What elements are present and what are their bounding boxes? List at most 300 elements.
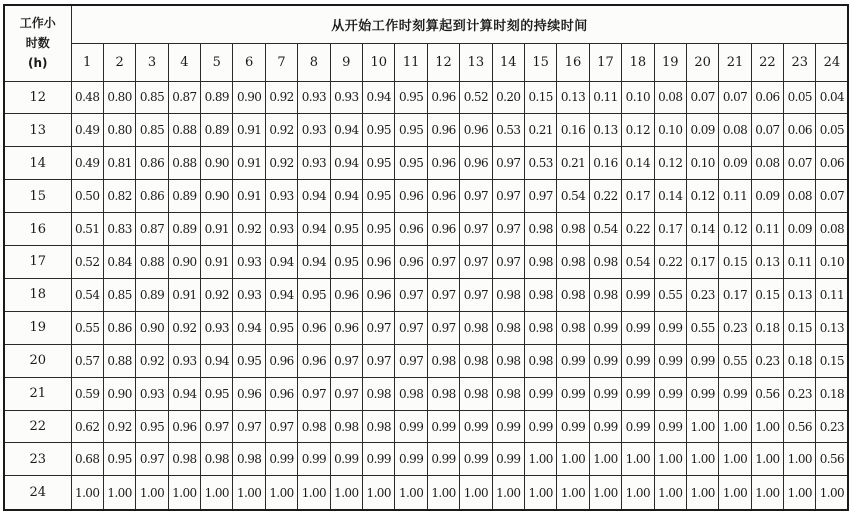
row-header-work-hours: 22: [4, 410, 71, 443]
table-cell: 0.86: [136, 180, 168, 213]
table-cell: 0.15: [816, 344, 848, 377]
column-header-hour: 15: [524, 43, 556, 81]
table-cell: 0.96: [427, 114, 459, 147]
table-cell: 0.92: [136, 344, 168, 377]
table-cell: 0.99: [427, 443, 459, 476]
table-cell: 1.00: [622, 443, 654, 476]
table-cell: 1.00: [622, 476, 654, 510]
table-cell: 1.00: [103, 476, 135, 510]
table-cell: 1.00: [751, 443, 783, 476]
table-cell: 0.84: [103, 246, 135, 279]
table-cell: 0.97: [330, 344, 362, 377]
table-cell: 0.23: [816, 410, 848, 443]
table-cell: 0.49: [71, 147, 103, 180]
table-cell: 0.94: [298, 180, 330, 213]
table-cell: 1.00: [201, 476, 233, 510]
table-cell: 0.98: [524, 344, 556, 377]
table-cell: 0.11: [784, 246, 816, 279]
table-cell: 0.89: [201, 114, 233, 147]
table-cell: 0.56: [784, 410, 816, 443]
table-row: [4, 344, 848, 377]
table-cell: 0.99: [654, 344, 686, 377]
column-header-hour: 2: [103, 43, 135, 81]
table-cell: 0.99: [524, 377, 556, 410]
table-cell: 0.99: [557, 377, 589, 410]
table-cell: 0.93: [265, 213, 297, 246]
table-cell: 0.56: [751, 377, 783, 410]
table-cell: 0.96: [363, 246, 395, 279]
table-cell: 0.91: [201, 246, 233, 279]
table-cell: 0.92: [265, 114, 297, 147]
table-cell: 0.12: [654, 147, 686, 180]
table-cell: 0.97: [395, 278, 427, 311]
table-cell: 0.93: [233, 246, 265, 279]
table-cell: 0.18: [751, 311, 783, 344]
table-cell: 0.98: [524, 246, 556, 279]
table-cell: 0.95: [395, 114, 427, 147]
table-cell: 0.93: [330, 81, 362, 114]
table-cell: 0.93: [298, 114, 330, 147]
table-cell: 0.95: [330, 213, 362, 246]
table-cell: 1.00: [524, 476, 556, 510]
table-cell: 0.17: [654, 213, 686, 246]
table-cell: 0.95: [363, 180, 395, 213]
table-cell: 1.00: [784, 476, 816, 510]
table-cell: 0.97: [492, 246, 524, 279]
table-cell: 0.16: [557, 114, 589, 147]
table-cell: 0.96: [427, 213, 459, 246]
table-cell: 0.87: [168, 81, 200, 114]
table-cell: 0.99: [427, 410, 459, 443]
table-cell: 0.12: [622, 114, 654, 147]
table-cell: 0.98: [589, 246, 621, 279]
table-cell: 0.55: [686, 311, 718, 344]
table-cell: 0.97: [395, 311, 427, 344]
table-cell: 0.97: [460, 180, 492, 213]
table-cell: 0.07: [816, 180, 848, 213]
column-header-hour: 21: [719, 43, 751, 81]
table-cell: 0.94: [233, 311, 265, 344]
table-cell: 0.21: [524, 114, 556, 147]
table-cell: 0.99: [298, 443, 330, 476]
table-cell: 0.10: [622, 81, 654, 114]
column-header-hour: 19: [654, 43, 686, 81]
table-cell: 0.07: [686, 81, 718, 114]
row-header-work-hours: 20: [4, 344, 71, 377]
header-row-title: [4, 5, 848, 43]
table-cell: 0.13: [589, 114, 621, 147]
table-cell: 0.95: [136, 410, 168, 443]
table-cell: 0.95: [298, 278, 330, 311]
row-header-work-hours: 13: [4, 114, 71, 147]
table-cell: 1.00: [719, 410, 751, 443]
table-cell: 0.94: [201, 344, 233, 377]
row-header-work-hours: 16: [4, 213, 71, 246]
table-cell: 0.98: [363, 410, 395, 443]
table-cell: 0.85: [136, 81, 168, 114]
row-header-work-hours: 18: [4, 278, 71, 311]
column-header-hour: 9: [330, 43, 362, 81]
table-body: [4, 81, 848, 510]
column-header-hour: 1: [71, 43, 103, 81]
row-header-work-hours: 12: [4, 81, 71, 114]
table-cell: 0.55: [654, 278, 686, 311]
row-header-work-hours: 15: [4, 180, 71, 213]
table-cell: 0.06: [816, 147, 848, 180]
table-cell: 1.00: [233, 476, 265, 510]
corner-header-line-2: 时数: [25, 36, 50, 51]
column-header-hour: 10: [363, 43, 395, 81]
table-cell: 1.00: [136, 476, 168, 510]
table-cell: 0.96: [363, 278, 395, 311]
table-cell: 0.96: [427, 180, 459, 213]
table-cell: 0.07: [751, 114, 783, 147]
table-cell: 0.97: [427, 311, 459, 344]
table-cell: 0.97: [492, 213, 524, 246]
table-cell: 0.96: [395, 213, 427, 246]
table-cell: 0.92: [103, 410, 135, 443]
table-cell: 0.98: [492, 278, 524, 311]
table-cell: 0.96: [395, 180, 427, 213]
table-cell: 0.92: [168, 311, 200, 344]
table-cell: 0.17: [719, 278, 751, 311]
table-cell: 0.94: [265, 278, 297, 311]
row-header-work-hours: 17: [4, 246, 71, 279]
table-cell: 0.98: [460, 377, 492, 410]
table-cell: 0.90: [136, 311, 168, 344]
table-cell: 0.88: [168, 147, 200, 180]
table-cell: 0.62: [71, 410, 103, 443]
column-header-hour: 12: [427, 43, 459, 81]
table-cell: 0.97: [298, 377, 330, 410]
column-header-hour: 18: [622, 43, 654, 81]
table-cell: 0.91: [201, 213, 233, 246]
table-cell: 1.00: [816, 476, 848, 510]
table-cell: 0.99: [557, 410, 589, 443]
table-cell: 1.00: [654, 476, 686, 510]
table-row: [4, 476, 848, 510]
table-row: [4, 311, 848, 344]
table-cell: 0.10: [816, 246, 848, 279]
column-header-hour: 6: [233, 43, 265, 81]
table-cell: 1.00: [557, 443, 589, 476]
table-cell: 0.88: [168, 114, 200, 147]
table-cell: 0.10: [686, 147, 718, 180]
table-cell: 0.49: [71, 114, 103, 147]
table-row: [4, 180, 848, 213]
table-cell: 0.22: [654, 246, 686, 279]
table-cell: 0.59: [71, 377, 103, 410]
table-cell: 0.97: [330, 377, 362, 410]
table-title: 从开始工作时刻算起到计算时刻的持续时间: [71, 5, 848, 43]
table-cell: 0.96: [427, 147, 459, 180]
table-cell: 0.08: [784, 180, 816, 213]
table-cell: 0.97: [363, 311, 395, 344]
table-cell: 0.13: [751, 246, 783, 279]
table-cell: 0.89: [201, 81, 233, 114]
table-row: [4, 213, 848, 246]
table-row: [4, 443, 848, 476]
table-cell: 0.98: [233, 443, 265, 476]
table-cell: 0.99: [330, 443, 362, 476]
table-cell: 0.54: [71, 278, 103, 311]
coefficient-table: [3, 4, 849, 511]
table-cell: 0.99: [654, 377, 686, 410]
table-cell: 0.50: [71, 180, 103, 213]
table-cell: 0.13: [784, 278, 816, 311]
table-cell: 1.00: [330, 476, 362, 510]
table-cell: 0.90: [168, 246, 200, 279]
table-cell: 0.55: [719, 344, 751, 377]
table-cell: 0.93: [298, 81, 330, 114]
table-cell: 0.93: [136, 377, 168, 410]
table-cell: 0.23: [686, 278, 718, 311]
column-header-hour: 13: [460, 43, 492, 81]
table-cell: 0.12: [686, 180, 718, 213]
column-header-hour: 11: [395, 43, 427, 81]
column-header-hour: 22: [751, 43, 783, 81]
table-cell: 0.23: [719, 311, 751, 344]
table-cell: 0.95: [103, 443, 135, 476]
table-cell: 0.53: [524, 147, 556, 180]
table-cell: 0.91: [233, 180, 265, 213]
table-cell: 0.99: [719, 377, 751, 410]
table-cell: 0.11: [751, 213, 783, 246]
table-cell: 0.98: [298, 410, 330, 443]
table-cell: 0.99: [654, 311, 686, 344]
table-cell: 0.21: [557, 147, 589, 180]
coefficient-table-page: [3, 4, 848, 511]
table-cell: 0.97: [427, 278, 459, 311]
table-cell: 0.89: [168, 180, 200, 213]
table-row: [4, 147, 848, 180]
table-cell: 1.00: [71, 476, 103, 510]
table-cell: 0.23: [784, 377, 816, 410]
table-cell: 0.55: [71, 311, 103, 344]
table-cell: 0.94: [298, 246, 330, 279]
table-cell: 1.00: [395, 476, 427, 510]
table-cell: 0.99: [589, 410, 621, 443]
row-header-work-hours: 24: [4, 476, 71, 510]
table-cell: 0.98: [168, 443, 200, 476]
table-cell: 0.99: [654, 410, 686, 443]
table-cell: 0.99: [589, 344, 621, 377]
table-cell: 0.98: [589, 278, 621, 311]
table-cell: 0.04: [816, 81, 848, 114]
table-cell: 0.99: [492, 443, 524, 476]
table-cell: 0.99: [622, 410, 654, 443]
table-cell: 0.15: [524, 81, 556, 114]
table-cell: 0.95: [201, 377, 233, 410]
table-cell: 0.97: [492, 180, 524, 213]
table-cell: 0.97: [460, 278, 492, 311]
table-row: [4, 377, 848, 410]
table-cell: 1.00: [719, 476, 751, 510]
table-cell: 0.86: [103, 311, 135, 344]
table-cell: 0.94: [265, 246, 297, 279]
table-cell: 1.00: [784, 443, 816, 476]
table-cell: 0.99: [686, 344, 718, 377]
table-cell: 0.96: [330, 278, 362, 311]
column-header-hour: 14: [492, 43, 524, 81]
table-cell: 0.80: [103, 81, 135, 114]
table-cell: 0.98: [557, 311, 589, 344]
table-cell: 1.00: [557, 476, 589, 510]
table-cell: 0.95: [363, 114, 395, 147]
table-row: [4, 114, 848, 147]
column-header-hour: 17: [589, 43, 621, 81]
table-cell: 0.16: [589, 147, 621, 180]
table-row: [4, 246, 848, 279]
table-cell: 1.00: [751, 410, 783, 443]
row-header-work-hours: 23: [4, 443, 71, 476]
table-cell: 0.85: [136, 114, 168, 147]
table-cell: 0.20: [492, 81, 524, 114]
table-cell: 0.99: [622, 311, 654, 344]
table-cell: 0.18: [816, 377, 848, 410]
table-cell: 0.52: [71, 246, 103, 279]
table-cell: 0.96: [298, 344, 330, 377]
table-cell: 0.96: [330, 311, 362, 344]
column-header-hour: 7: [265, 43, 297, 81]
table-cell: 0.85: [103, 278, 135, 311]
table-cell: 0.23: [751, 344, 783, 377]
table-cell: 0.80: [103, 114, 135, 147]
table-cell: 0.97: [233, 410, 265, 443]
table-cell: 0.93: [168, 344, 200, 377]
table-cell: 0.96: [233, 377, 265, 410]
table-cell: 0.22: [589, 180, 621, 213]
table-cell: 0.83: [103, 213, 135, 246]
table-cell: 0.99: [524, 410, 556, 443]
table-cell: 0.99: [622, 377, 654, 410]
column-header-hour: 8: [298, 43, 330, 81]
table-cell: 0.95: [363, 213, 395, 246]
table-cell: 0.57: [71, 344, 103, 377]
table-cell: 0.98: [427, 344, 459, 377]
table-row: [4, 410, 848, 443]
table-cell: 0.94: [298, 213, 330, 246]
table-cell: 0.99: [363, 443, 395, 476]
table-row: [4, 278, 848, 311]
table-cell: 0.90: [201, 147, 233, 180]
table-cell: 0.09: [784, 213, 816, 246]
row-header-work-hours: 21: [4, 377, 71, 410]
table-cell: 0.13: [557, 81, 589, 114]
table-cell: 1.00: [298, 476, 330, 510]
table-cell: 0.97: [395, 344, 427, 377]
table-cell: 0.48: [71, 81, 103, 114]
table-cell: 0.87: [136, 213, 168, 246]
table-cell: 0.05: [784, 81, 816, 114]
table-cell: 0.98: [524, 311, 556, 344]
table-cell: 0.53: [492, 114, 524, 147]
table-cell: 0.08: [654, 81, 686, 114]
table-cell: 0.96: [265, 344, 297, 377]
table-cell: 0.96: [395, 246, 427, 279]
table-cell: 0.93: [233, 278, 265, 311]
table-cell: 0.92: [265, 147, 297, 180]
table-cell: 0.09: [751, 180, 783, 213]
table-cell: 0.94: [330, 147, 362, 180]
corner-header-line-1: 工作小: [19, 16, 56, 31]
table-cell: 1.00: [427, 476, 459, 510]
table-cell: 1.00: [460, 476, 492, 510]
table-cell: 0.93: [265, 180, 297, 213]
table-cell: 0.06: [751, 81, 783, 114]
table-cell: 0.99: [265, 443, 297, 476]
table-cell: 0.98: [492, 344, 524, 377]
table-cell: 0.91: [233, 147, 265, 180]
table-cell: 1.00: [589, 476, 621, 510]
table-cell: 0.88: [136, 246, 168, 279]
table-cell: 0.52: [460, 81, 492, 114]
table-cell: 0.89: [136, 278, 168, 311]
header-row-hours: [4, 43, 848, 81]
table-cell: 0.08: [751, 147, 783, 180]
table-cell: 0.15: [719, 246, 751, 279]
table-cell: 0.95: [233, 344, 265, 377]
table-cell: 0.11: [589, 81, 621, 114]
table-cell: 1.00: [265, 476, 297, 510]
table-cell: 0.68: [71, 443, 103, 476]
corner-header-line-3: (h): [27, 56, 48, 71]
table-cell: 1.00: [686, 443, 718, 476]
table-cell: 0.96: [265, 377, 297, 410]
table-cell: 0.13: [816, 311, 848, 344]
table-cell: 1.00: [589, 443, 621, 476]
table-cell: 0.09: [686, 114, 718, 147]
table-cell: 0.97: [492, 147, 524, 180]
table-cell: 0.99: [622, 278, 654, 311]
table-cell: 0.94: [330, 180, 362, 213]
table-cell: 0.97: [136, 443, 168, 476]
table-cell: 1.00: [686, 476, 718, 510]
column-header-hour: 23: [784, 43, 816, 81]
table-cell: 0.14: [654, 180, 686, 213]
table-cell: 0.88: [103, 344, 135, 377]
table-cell: 0.97: [201, 410, 233, 443]
table-cell: 1.00: [168, 476, 200, 510]
table-cell: 0.51: [71, 213, 103, 246]
table-cell: 0.54: [557, 180, 589, 213]
table-cell: 0.95: [363, 147, 395, 180]
table-cell: 0.05: [816, 114, 848, 147]
table-cell: 0.07: [719, 81, 751, 114]
table-cell: 0.95: [395, 147, 427, 180]
table-cell: 0.98: [330, 410, 362, 443]
table-cell: 0.14: [686, 213, 718, 246]
table-cell: 0.96: [298, 311, 330, 344]
table-cell: 0.11: [719, 180, 751, 213]
table-cell: 0.98: [492, 311, 524, 344]
table-cell: 0.56: [816, 443, 848, 476]
table-cell: 0.98: [460, 344, 492, 377]
table-cell: 1.00: [654, 443, 686, 476]
table-cell: 0.99: [460, 410, 492, 443]
table-cell: 0.86: [136, 147, 168, 180]
table-row: [4, 81, 848, 114]
column-header-hour: 16: [557, 43, 589, 81]
table-cell: 0.96: [168, 410, 200, 443]
table-cell: 0.17: [622, 180, 654, 213]
table-cell: 0.06: [784, 114, 816, 147]
table-cell: 0.98: [395, 377, 427, 410]
table-cell: 0.82: [103, 180, 135, 213]
table-cell: 0.54: [589, 213, 621, 246]
row-header-work-hours: 14: [4, 147, 71, 180]
table-cell: 1.00: [719, 443, 751, 476]
